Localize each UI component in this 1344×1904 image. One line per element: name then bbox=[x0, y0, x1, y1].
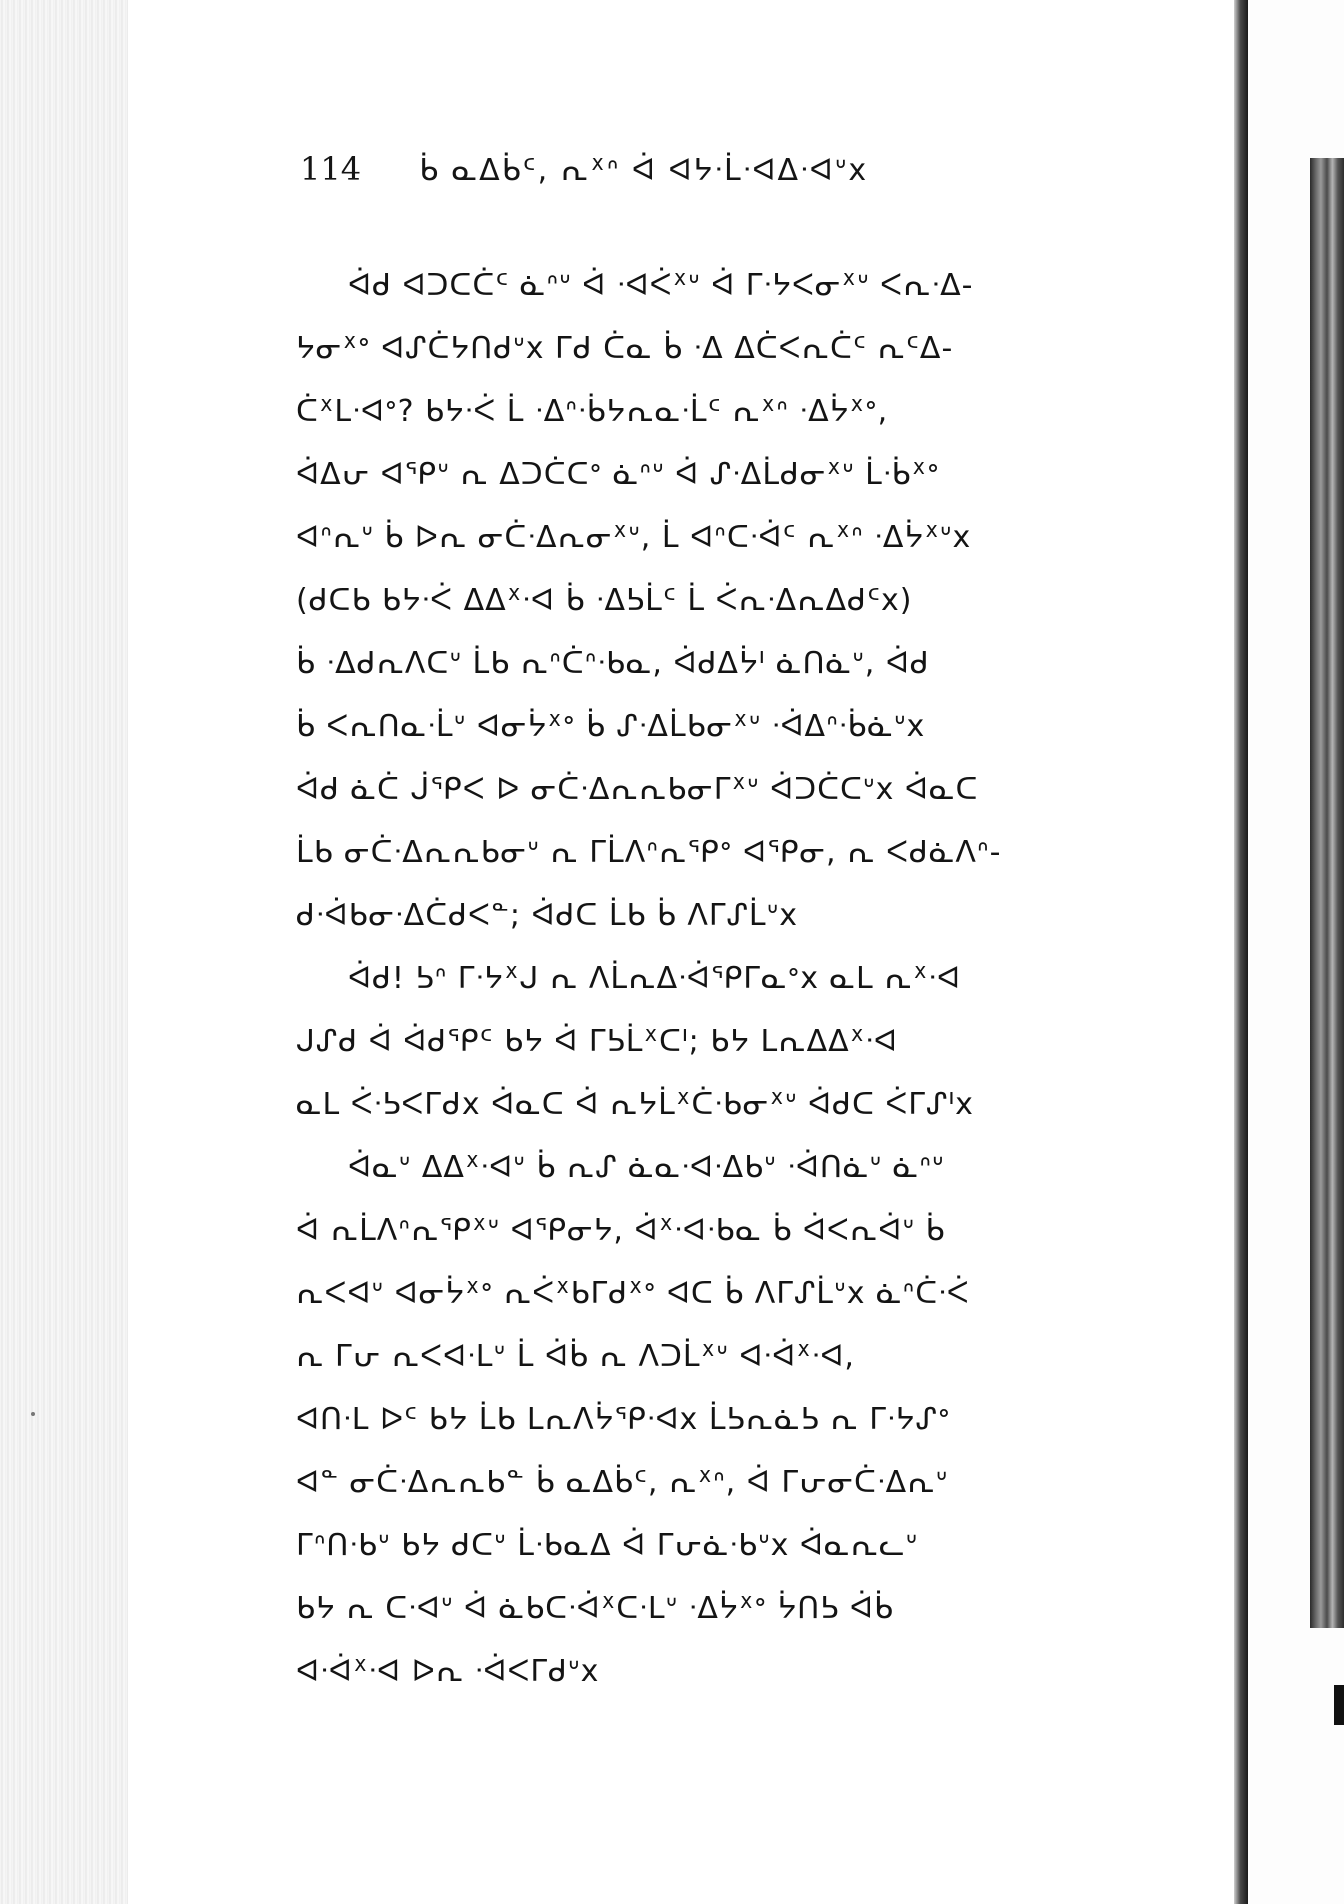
text-line: ᐋᓇᐡ ᐃᐃᕽᐧᐊᐡ ᑳ ᕆᔑ ᓈᓇᐧᐊᐧᐃᑲᐡ ᐧᐋᑎᓈᐡ ᓈᐢᐡ bbox=[348, 1150, 945, 1185]
text-line: ᐋᐃᕂ ᐊᕿᐡ ᕆ ᐃᑐᑖᑕᐤ ᓈᐢᐡ ᐋ ᔑᐧᐃᒫᑯᓂᕽᐡ ᒫᐧᑳᕽᐤ bbox=[296, 457, 940, 492]
page-number: 114 bbox=[300, 150, 362, 188]
text-line: ᐊᐢᕆᐡ ᑳ ᐅᕆ ᓂᑖᐧᐃᕆᓂᕽᐡ, ᒫ ᐊᐢᑕᐧᐋᑦ ᕆᕽᐢ ᐧᐃᔮᕽᐡx bbox=[296, 520, 972, 555]
text-line: ᑳ ᐸᕆᑎᓇᐧᒫᐡ ᐊᓂᔮᕽᐤ ᑳ ᔑᐧᐃᒫᑲᓂᕽᐡ ᐧᐋᐃᐢᐧᑳᓈᐡx bbox=[296, 709, 926, 744]
text-line: ᑯᐧᐋᑲᓂᐧᐃᑖᑯᐸᓐ; ᐋᑯᑕ ᒫᑲ ᑳ ᐱᒥᔑᒫᐡx bbox=[296, 898, 799, 933]
text-line: ᑳ ᐧᐃᑯᕆᐱᑕᐡ ᒫᑲ ᕆᐢᑖᐢᐧᑲᓇ, ᐋᑯᐃᔮᑊ ᓈᑎᓈᐡ, ᐋᑯ bbox=[296, 646, 930, 681]
text-line: ᐊᓐ ᓂᑖᐧᐃᕆᕆᑲᓐ ᑳ ᓇᐃᑳᑦ, ᕆᕽᐢ, ᐋ ᒥᕂᓂᑖᐧᐃᕆᐡ bbox=[296, 1465, 949, 1500]
text-line: ᐋ ᕆᒫᐱᐢᕆᕿᕽᐡ ᐊᕿᓂᔭ, ᐋᕽᐧᐊᐧᑲᓇ ᑳ ᐋᐸᕆᐋᐡ ᑳ bbox=[296, 1213, 946, 1248]
text-line: ᕆᐸᐊᐡ ᐊᓂᔮᕽᐤ ᕆᐹᕽᑲᒥᑯᕽᐤ ᐊᑕ ᑳ ᐱᒥᔑᒫᐡx ᓈᐢᑖᐧᐹ bbox=[296, 1276, 970, 1311]
running-head-title: ᑳ ᓇᐃᑳᑦ, ᕆᕽᐢ ᐋ ᐊᔭᐧᒫᐧᐊᐃᐧᐊᐡx bbox=[419, 153, 869, 188]
text-line: ᔭᓂᕽᐤ ᐊᔑᑖᔭᑎᑯᐡx ᒥᑯ ᑖᓇ ᑳ ᐧᐃ ᐃᑖᐸᕆᑖᑦ ᕆᑦᐃ- bbox=[296, 331, 954, 366]
illustration-plate-edge bbox=[1310, 158, 1344, 1628]
body-text bbox=[296, 254, 1196, 1703]
text-line: ᒍᔑᑯ ᐋ ᐋᑯᕿᑦ ᑲᔭ ᐋ ᒥᕊᒫᕽᑕᑊ; ᑲᔭ ᒪᕆᐃᐃᕽᐧᐊ bbox=[296, 1024, 898, 1059]
text-line: ᒫᑲ ᓂᑖᐧᐃᕆᕆᑲᓂᐡ ᕆ ᒥᒫᐱᐢᕆᕿᐤ ᐊᕿᓂ, ᕆ ᐸᑯᓈᐱᐢ- bbox=[296, 835, 1002, 870]
dust-speck bbox=[31, 1412, 35, 1416]
plate-corner bbox=[1334, 1685, 1344, 1725]
running-head bbox=[300, 150, 1200, 200]
text-line: ᒥᐢᑎᐧᑲᐡ ᑲᔭ ᑯᑕᐡ ᒫᐧᑲᓇᐃ ᐋ ᒥᕂᓈᐧᑲᐡx ᐋᓇᕆᓚᐡ bbox=[296, 1528, 919, 1563]
text-line: ᐋᑯ ᓈᑖ ᒎᕿᐸ ᐅ ᓂᑖᐧᐃᕆᕆᑲᓂᒥᕽᐡ ᐋᑐᑖᑕᐡx ᐋᓇᑕ bbox=[296, 772, 979, 807]
text-line: ᑲᔭ ᕆ ᑕᐧᐊᐡ ᐋ ᓈᑲᑕᐧᐋᕽᑕᐧᒪᐡ ᐧᐃᔮᕽᐤ ᔮᑎᕊ ᐋᑳ bbox=[296, 1591, 894, 1626]
text-line: ᑖᕽᒪᐧᐊᐤ? ᑲᔭᐧᐹ ᒫ ᐧᐃᐢᐧᑳᔭᕆᓇᐧᒫᑦ ᕆᕽᐢ ᐧᐃᔮᕽᐤ, bbox=[296, 394, 889, 429]
page-stack-edge bbox=[0, 0, 130, 1904]
text-line: ᐋᑯ ᐊᑐᑕᑖᑦ ᓈᐢᐡ ᐋ ᐧᐊᐹᕽᐡ ᐋ ᒥᐧᔭᐸᓂᕽᐡ ᐸᕆᐧᐃ- bbox=[348, 268, 974, 303]
text-line: ᓇᒪ ᐹᐧᕊᐸᒥᑯx ᐋᓇᑕ ᐋ ᕆᔭᒫᕽᑖᐧᑲᓂᕽᐡ ᐋᑯᑕ ᐹᒥᔑᑊx bbox=[296, 1087, 974, 1122]
text-line: ᐋᑯ! ᕊᐢ ᒥᐧᔭᕽᒍ ᕆ ᐱᒫᕆᐃᐧᐋᕿᒥᓇᐤx ᓇᒪ ᕆᕽᐧᐊ bbox=[348, 961, 962, 996]
book-gutter bbox=[1234, 0, 1248, 1904]
text-line: ᕆ ᒥᕂ ᕆᐸᐊᐧᒪᐡ ᒫ ᐋᑳ ᕆ ᐱᑐᒫᕽᐡ ᐊᐧᐋᕽᐧᐊ, bbox=[296, 1339, 855, 1374]
text-line: ᐊᐧᐋᕽᐧᐊ ᐅᕆ ᐧᐋᐸᒥᑯᐡx bbox=[296, 1654, 600, 1689]
text-line: ᐊᑎᐧᒪ ᐅᑦ ᑲᔭ ᒫᑲ ᒪᕆᐱᔮᕿᐧᐊx ᒫᕊᕆᓈᕊ ᕆ ᒥᐧᔭᔑᐤ bbox=[296, 1402, 951, 1437]
text-line: (ᑯᑕᑲ ᑲᔭᐧᐹ ᐃᐃᕽᐧᐊ ᑳ ᐧᐃᕊᒫᑦ ᒫ ᐹᕆᐧᐃᕆᐃᑯᑦx) bbox=[296, 583, 913, 618]
